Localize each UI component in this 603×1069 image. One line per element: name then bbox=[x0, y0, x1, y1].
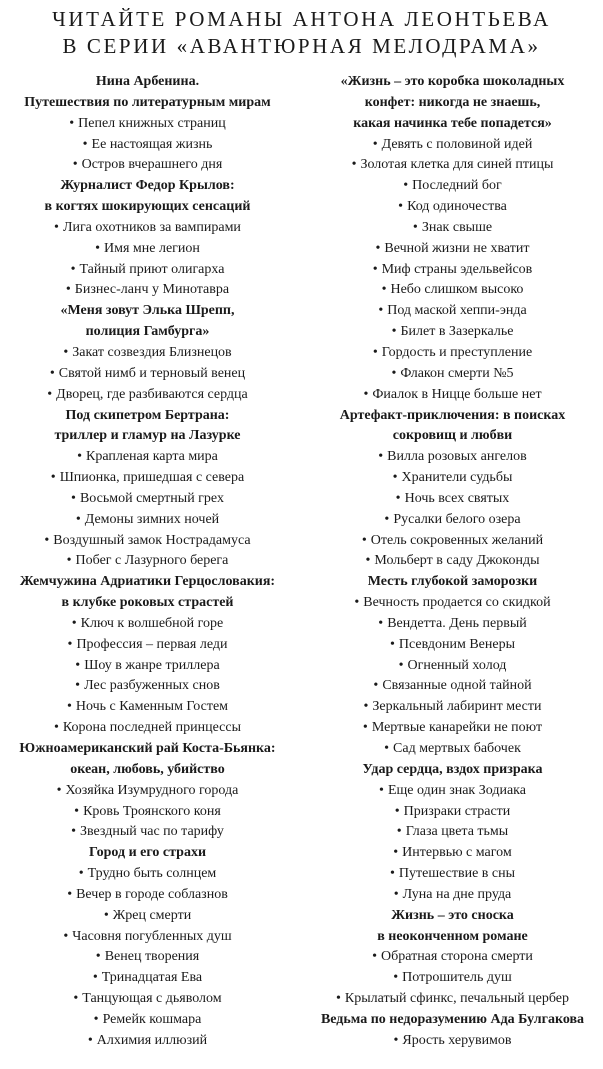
book-title-item bbox=[302, 947, 603, 968]
book-title-text: Псевдоним Венеры bbox=[398, 636, 515, 652]
book-title-item bbox=[302, 656, 603, 677]
bullet-icon: • bbox=[395, 490, 401, 506]
series-title-text: сокровищ и любви bbox=[392, 428, 513, 444]
bullet-icon: • bbox=[372, 261, 378, 277]
book-title-text: Профессия – первая леди bbox=[76, 636, 228, 652]
series-title-line bbox=[302, 406, 603, 427]
bullet-icon: • bbox=[363, 386, 369, 402]
book-title-text: Мольберт в саду Джоконды bbox=[374, 553, 540, 569]
series-title-line bbox=[0, 72, 295, 93]
bullet-icon: • bbox=[73, 991, 79, 1007]
book-title-text: Интервью с магом bbox=[402, 845, 512, 861]
book-title-item bbox=[0, 676, 295, 697]
bullet-icon: • bbox=[362, 720, 368, 736]
book-title-item bbox=[302, 822, 603, 843]
bullet-icon: • bbox=[71, 490, 76, 506]
book-title-item bbox=[302, 864, 603, 885]
book-title-text: Кровь Троянского коня bbox=[83, 803, 221, 819]
series-title-line bbox=[0, 197, 295, 218]
bullet-icon: • bbox=[74, 803, 80, 819]
book-title-text: Закат созвездия Близнецов bbox=[72, 344, 232, 360]
book-title-text: Вендетта. День первый bbox=[387, 615, 527, 631]
series-title-line bbox=[302, 572, 603, 593]
book-title-item bbox=[0, 218, 295, 239]
book-title-text: Глаза цвета тьмы bbox=[405, 824, 509, 840]
series-title-line bbox=[302, 72, 603, 93]
series-title-line bbox=[0, 301, 295, 322]
book-title-text: Обратная сторона смерти bbox=[380, 949, 533, 965]
book-title-text: Тайный приют олигарха bbox=[79, 261, 225, 277]
book-title-text: Последний бог bbox=[412, 178, 502, 194]
series-title-text: Жемчужина Адриатики Герцословакия: bbox=[19, 574, 276, 590]
bullet-icon: • bbox=[93, 1011, 99, 1027]
bullet-icon: • bbox=[49, 365, 55, 381]
bullet-icon: • bbox=[365, 553, 371, 569]
bullet-icon: • bbox=[389, 866, 395, 882]
book-title-item bbox=[302, 968, 603, 989]
bullet-icon: • bbox=[389, 636, 395, 652]
bullet-icon: • bbox=[378, 615, 384, 631]
book-title-text: Шпионка, пришедшая с севера bbox=[59, 470, 245, 486]
book-title-item bbox=[0, 885, 295, 906]
book-title-item bbox=[0, 864, 295, 885]
book-title-text: Жрец смерти bbox=[112, 907, 192, 923]
book-title-text: Шоу в жанре триллера bbox=[84, 657, 220, 673]
bullet-icon: • bbox=[378, 449, 384, 465]
bullet-icon: • bbox=[393, 970, 399, 986]
series-title-line bbox=[302, 760, 603, 781]
series-title-text: Месть глубокой заморозки bbox=[367, 574, 538, 590]
book-title-text: Тринадцатая Ева bbox=[101, 970, 203, 986]
book-title-text: Святой нимб и терновый венец bbox=[58, 365, 246, 381]
bullet-icon: • bbox=[372, 136, 378, 152]
book-title-item bbox=[302, 364, 603, 385]
header-line-2: В СЕРИИ «АВАНТЮРНАЯ МЕЛОДРАМА» bbox=[62, 34, 541, 58]
series-title-text: «Жизнь – это коробка шоколадных bbox=[340, 74, 565, 89]
book-title-text: Билет в Зазеркалье bbox=[400, 324, 514, 340]
bullet-icon: • bbox=[412, 219, 418, 235]
series-title-text: Нина Арбенина. bbox=[95, 74, 200, 89]
book-title-text: Путешествие в сны bbox=[398, 866, 516, 882]
book-title-text: Призраки страсти bbox=[403, 803, 511, 819]
book-title-text: Имя мне легион bbox=[104, 240, 200, 256]
book-title-text: Демоны зимних ночей bbox=[84, 511, 220, 527]
series-title-line bbox=[0, 406, 295, 427]
series-title-text: конфет: никогда не знаешь, bbox=[364, 94, 541, 110]
book-title-text: Сад мертвых бабочек bbox=[393, 741, 521, 756]
series-title-text: Журналист Федор Крылов: bbox=[60, 178, 235, 194]
bullet-icon: • bbox=[71, 824, 76, 840]
book-title-text: Восьмой смертный грех bbox=[79, 490, 224, 506]
series-title-line bbox=[0, 93, 295, 114]
book-title-text: Крылатый сфинкс, печальный цербер bbox=[344, 991, 569, 1007]
bullet-icon: • bbox=[92, 970, 98, 986]
series-title-line bbox=[0, 176, 295, 197]
series-title-line bbox=[302, 1010, 603, 1031]
book-title-item bbox=[302, 489, 603, 510]
series-title-text: океан, любовь, убийство bbox=[70, 761, 225, 777]
book-title-item bbox=[0, 947, 295, 968]
book-title-item bbox=[302, 510, 603, 531]
book-title-item bbox=[0, 260, 295, 281]
book-title-text: Связанные одной тайной bbox=[382, 678, 532, 694]
book-title-text: Ее настоящая жизнь bbox=[91, 136, 213, 152]
bullet-icon: • bbox=[384, 511, 390, 527]
series-title-line bbox=[302, 927, 603, 948]
series-title-text: Жизнь – это сноска bbox=[391, 907, 514, 923]
bullet-icon: • bbox=[95, 240, 100, 256]
book-title-text: Луна на дне пруда bbox=[402, 886, 512, 902]
bullet-icon: • bbox=[103, 907, 109, 923]
book-title-item bbox=[0, 280, 295, 301]
book-title-item bbox=[0, 531, 295, 552]
bullet-icon: • bbox=[67, 886, 73, 902]
bullet-icon: • bbox=[363, 699, 369, 715]
bullet-icon: • bbox=[361, 532, 367, 548]
book-title-text: Венец творения bbox=[104, 949, 200, 965]
book-title-item bbox=[302, 155, 603, 176]
book-title-text: Потрошитель душ bbox=[402, 970, 512, 986]
book-title-text: Знак свыше bbox=[421, 219, 493, 235]
book-title-text: Корона последней принцессы bbox=[62, 720, 241, 736]
bullet-icon: • bbox=[372, 344, 378, 360]
series-title-line bbox=[302, 93, 603, 114]
bullet-icon: • bbox=[393, 1032, 399, 1048]
book-title-item bbox=[0, 802, 295, 823]
book-title-text: Воздушный замок Нострадамуса bbox=[53, 532, 251, 548]
book-title-item bbox=[0, 1010, 295, 1031]
book-title-text: Танцующая с дьяволом bbox=[82, 991, 222, 1007]
book-title-text: Небо слишком высоко bbox=[390, 282, 524, 298]
bullet-icon: • bbox=[403, 178, 409, 194]
book-title-item bbox=[302, 260, 603, 281]
bullet-icon: • bbox=[373, 678, 379, 694]
series-title-text: Под скипетром Бертрана: bbox=[65, 407, 230, 423]
book-title-text: Алхимия иллюзий bbox=[96, 1032, 208, 1048]
book-title-text: Ремейк кошмара bbox=[102, 1011, 202, 1027]
book-title-item bbox=[0, 551, 295, 572]
bullet-icon: • bbox=[78, 866, 84, 882]
book-title-item bbox=[0, 1031, 295, 1052]
bullet-icon: • bbox=[393, 886, 399, 902]
bullet-icon: • bbox=[56, 782, 62, 798]
bullet-icon: • bbox=[63, 344, 69, 360]
book-title-text: Лес разбуженных снов bbox=[84, 678, 220, 694]
series-title-text: Удар сердца, вздох призрака bbox=[362, 761, 543, 777]
book-title-text: Гордость и преступление bbox=[381, 344, 533, 360]
book-title-text: Девять с половиной идей bbox=[381, 136, 533, 152]
book-title-item bbox=[0, 510, 295, 531]
book-title-text: Ночь всех святых bbox=[404, 490, 510, 506]
bullet-icon: • bbox=[66, 699, 72, 715]
book-title-item bbox=[302, 885, 603, 906]
book-title-item bbox=[302, 781, 603, 802]
bullet-icon: • bbox=[69, 115, 75, 131]
book-title-item bbox=[0, 781, 295, 802]
bullet-icon: • bbox=[75, 657, 81, 673]
bullet-icon: • bbox=[75, 511, 81, 527]
book-title-item bbox=[302, 301, 603, 322]
bullet-icon: • bbox=[82, 136, 88, 152]
series-title-text: Южноамериканский рай Коста-Бьянка: bbox=[19, 741, 276, 756]
left-column bbox=[0, 72, 295, 1052]
book-title-item bbox=[0, 468, 295, 489]
series-title-text: в клубке роковых страстей bbox=[61, 595, 234, 611]
book-title-item bbox=[0, 968, 295, 989]
bullet-icon: • bbox=[391, 365, 397, 381]
bullet-icon: • bbox=[354, 595, 360, 611]
series-title-line bbox=[0, 426, 295, 447]
bullet-icon: • bbox=[63, 928, 69, 944]
book-title-item bbox=[302, 718, 603, 739]
book-title-text: Дворец, где разбиваются сердца bbox=[56, 386, 248, 402]
book-title-item bbox=[302, 843, 603, 864]
series-title-line bbox=[302, 114, 603, 135]
book-title-text: Ярость херувимов bbox=[402, 1032, 512, 1048]
bullet-icon: • bbox=[379, 782, 384, 798]
book-title-text: Вилла розовых ангелов bbox=[387, 449, 527, 465]
book-title-item bbox=[302, 176, 603, 197]
series-title-text: полиция Гамбурга» bbox=[85, 324, 210, 340]
book-title-item bbox=[0, 155, 295, 176]
book-title-item bbox=[302, 614, 603, 635]
book-title-item bbox=[302, 280, 603, 301]
book-title-text: Вечной жизни не хватит bbox=[384, 240, 530, 256]
book-title-text: Мертвые канарейки не поют bbox=[371, 720, 543, 736]
book-title-text: Трудно быть солнцем bbox=[87, 866, 217, 882]
right-column bbox=[302, 72, 603, 1052]
series-title-line bbox=[0, 593, 295, 614]
bullet-icon: • bbox=[381, 282, 387, 298]
bullet-icon: • bbox=[66, 553, 72, 569]
book-title-item bbox=[0, 385, 295, 406]
series-title-text: в когтях шокирующих сенсаций bbox=[44, 199, 251, 215]
book-title-text: Вечность продается со скидкой bbox=[363, 595, 551, 611]
book-title-text: Миф страны эдельвейсов bbox=[381, 261, 533, 277]
book-title-item bbox=[302, 447, 603, 468]
bullet-icon: • bbox=[72, 157, 78, 173]
book-title-text: Пепел книжных страниц bbox=[78, 115, 226, 131]
series-title-line bbox=[0, 572, 295, 593]
bullet-icon: • bbox=[95, 949, 101, 965]
book-title-item bbox=[0, 927, 295, 948]
bullet-icon: • bbox=[398, 199, 404, 215]
series-title-line bbox=[302, 426, 603, 447]
book-title-item bbox=[302, 322, 603, 343]
series-title-text: «Меня зовут Элька Шрепп, bbox=[60, 303, 235, 319]
book-title-item bbox=[302, 593, 603, 614]
book-title-item bbox=[302, 697, 603, 718]
bullet-icon: • bbox=[75, 678, 81, 694]
book-title-item bbox=[302, 239, 603, 260]
bullet-icon: • bbox=[372, 949, 377, 965]
series-title-text: какая начинка тебе попадется» bbox=[353, 115, 552, 131]
series-title-text: Ведьма по недоразумению Ада Булгакова bbox=[320, 1011, 585, 1027]
book-title-text: Флакон смерти №5 bbox=[400, 365, 514, 381]
book-title-text: Под маской хеппи-энда bbox=[387, 303, 527, 319]
book-title-item bbox=[0, 489, 295, 510]
bullet-icon: • bbox=[65, 282, 71, 298]
bullet-icon: • bbox=[393, 845, 399, 861]
bullet-icon: • bbox=[351, 157, 357, 173]
series-title-line bbox=[0, 760, 295, 781]
bullet-icon: • bbox=[53, 720, 59, 736]
book-title-item bbox=[302, 676, 603, 697]
book-title-text: Фиалок в Ницце больше нет bbox=[372, 386, 542, 402]
book-title-text: Хранители судьбы bbox=[401, 470, 513, 486]
book-title-item bbox=[302, 739, 603, 760]
bullet-icon: • bbox=[50, 470, 56, 486]
bullet-icon: • bbox=[384, 741, 390, 756]
book-title-item bbox=[302, 197, 603, 218]
book-title-item bbox=[0, 114, 295, 135]
book-title-item bbox=[0, 614, 295, 635]
series-title-text: триллер и гламур на Лазурке bbox=[54, 428, 241, 444]
book-title-item bbox=[302, 135, 603, 156]
book-title-item bbox=[0, 343, 295, 364]
bullet-icon: • bbox=[47, 386, 53, 402]
book-title-text: Золотая клетка для синей птицы bbox=[360, 157, 554, 173]
book-title-item bbox=[302, 468, 603, 489]
bullet-icon: • bbox=[70, 261, 76, 277]
book-title-item bbox=[302, 343, 603, 364]
book-title-text: Ключ к волшебной горе bbox=[80, 615, 224, 631]
book-title-item bbox=[302, 1031, 603, 1052]
book-title-item bbox=[0, 906, 295, 927]
bullet-icon: • bbox=[378, 303, 384, 319]
book-title-item bbox=[0, 718, 295, 739]
book-title-text: Побег с Лазурного берега bbox=[75, 553, 229, 569]
book-title-item bbox=[302, 218, 603, 239]
book-title-text: Звездный час по тарифу bbox=[80, 824, 224, 840]
book-title-item bbox=[302, 635, 603, 656]
header-line-1: ЧИТАЙТЕ РОМАНЫ АНТОНА ЛЕОНТЬЕВА bbox=[52, 7, 551, 31]
book-title-text: Еще один знак Зодиака bbox=[387, 782, 526, 798]
book-title-item bbox=[0, 635, 295, 656]
book-title-item bbox=[0, 135, 295, 156]
book-title-text: Русалки белого озера bbox=[393, 511, 521, 527]
bullet-icon: • bbox=[391, 324, 397, 340]
bullet-icon: • bbox=[392, 470, 398, 486]
book-title-text: Код одиночества bbox=[407, 199, 507, 215]
book-title-text: Хозяйка Изумрудного города bbox=[65, 782, 239, 798]
book-title-item bbox=[0, 697, 295, 718]
series-title-line bbox=[0, 843, 295, 864]
book-title-item bbox=[0, 447, 295, 468]
book-title-item bbox=[0, 239, 295, 260]
series-title-line bbox=[0, 739, 295, 760]
book-title-item bbox=[0, 364, 295, 385]
page-header bbox=[0, 6, 603, 60]
book-title-item bbox=[302, 989, 603, 1010]
book-title-item bbox=[302, 385, 603, 406]
bullet-icon: • bbox=[396, 824, 402, 840]
book-title-item bbox=[0, 989, 295, 1010]
book-title-item bbox=[302, 551, 603, 572]
bullet-icon: • bbox=[375, 240, 381, 256]
book-title-item bbox=[0, 656, 295, 677]
series-title-line bbox=[0, 322, 295, 343]
book-title-text: Отель сокровенных желаний bbox=[370, 532, 544, 548]
bullet-icon: • bbox=[77, 449, 82, 465]
bullet-icon: • bbox=[336, 991, 341, 1007]
book-title-text: Огненный холод bbox=[407, 657, 507, 673]
book-title-text: Крапленая карта мира bbox=[86, 449, 218, 465]
series-title-text: Путешествия по литературным мирам bbox=[24, 94, 271, 110]
series-title-text: в неоконченном романе bbox=[377, 928, 528, 944]
book-title-text: Вечер в городе соблазнов bbox=[76, 886, 228, 902]
bullet-icon: • bbox=[398, 657, 404, 673]
bullet-icon: • bbox=[67, 636, 73, 652]
series-title-text: Город и его страхи bbox=[88, 845, 207, 861]
book-title-item bbox=[0, 822, 295, 843]
bullet-icon: • bbox=[71, 615, 77, 631]
series-title-text: Артефакт-приключения: в поисках bbox=[339, 407, 566, 423]
book-title-item bbox=[302, 531, 603, 552]
book-title-item bbox=[302, 802, 603, 823]
series-title-line bbox=[302, 906, 603, 927]
bullet-icon: • bbox=[394, 803, 400, 819]
book-title-text: Часовня погубленных душ bbox=[72, 928, 232, 944]
book-title-text: Бизнес-ланч у Минотавра bbox=[74, 282, 230, 298]
book-title-text: Зеркальный лабиринт мести bbox=[372, 699, 542, 715]
book-title-text: Лига охотников за вампирами bbox=[62, 219, 241, 235]
book-title-text: Остров вчерашнего дня bbox=[81, 157, 223, 173]
bullet-icon: • bbox=[44, 532, 50, 548]
bullet-icon: • bbox=[87, 1032, 93, 1048]
bullet-icon: • bbox=[54, 219, 59, 235]
book-title-text: Ночь с Каменным Гостем bbox=[75, 699, 229, 715]
